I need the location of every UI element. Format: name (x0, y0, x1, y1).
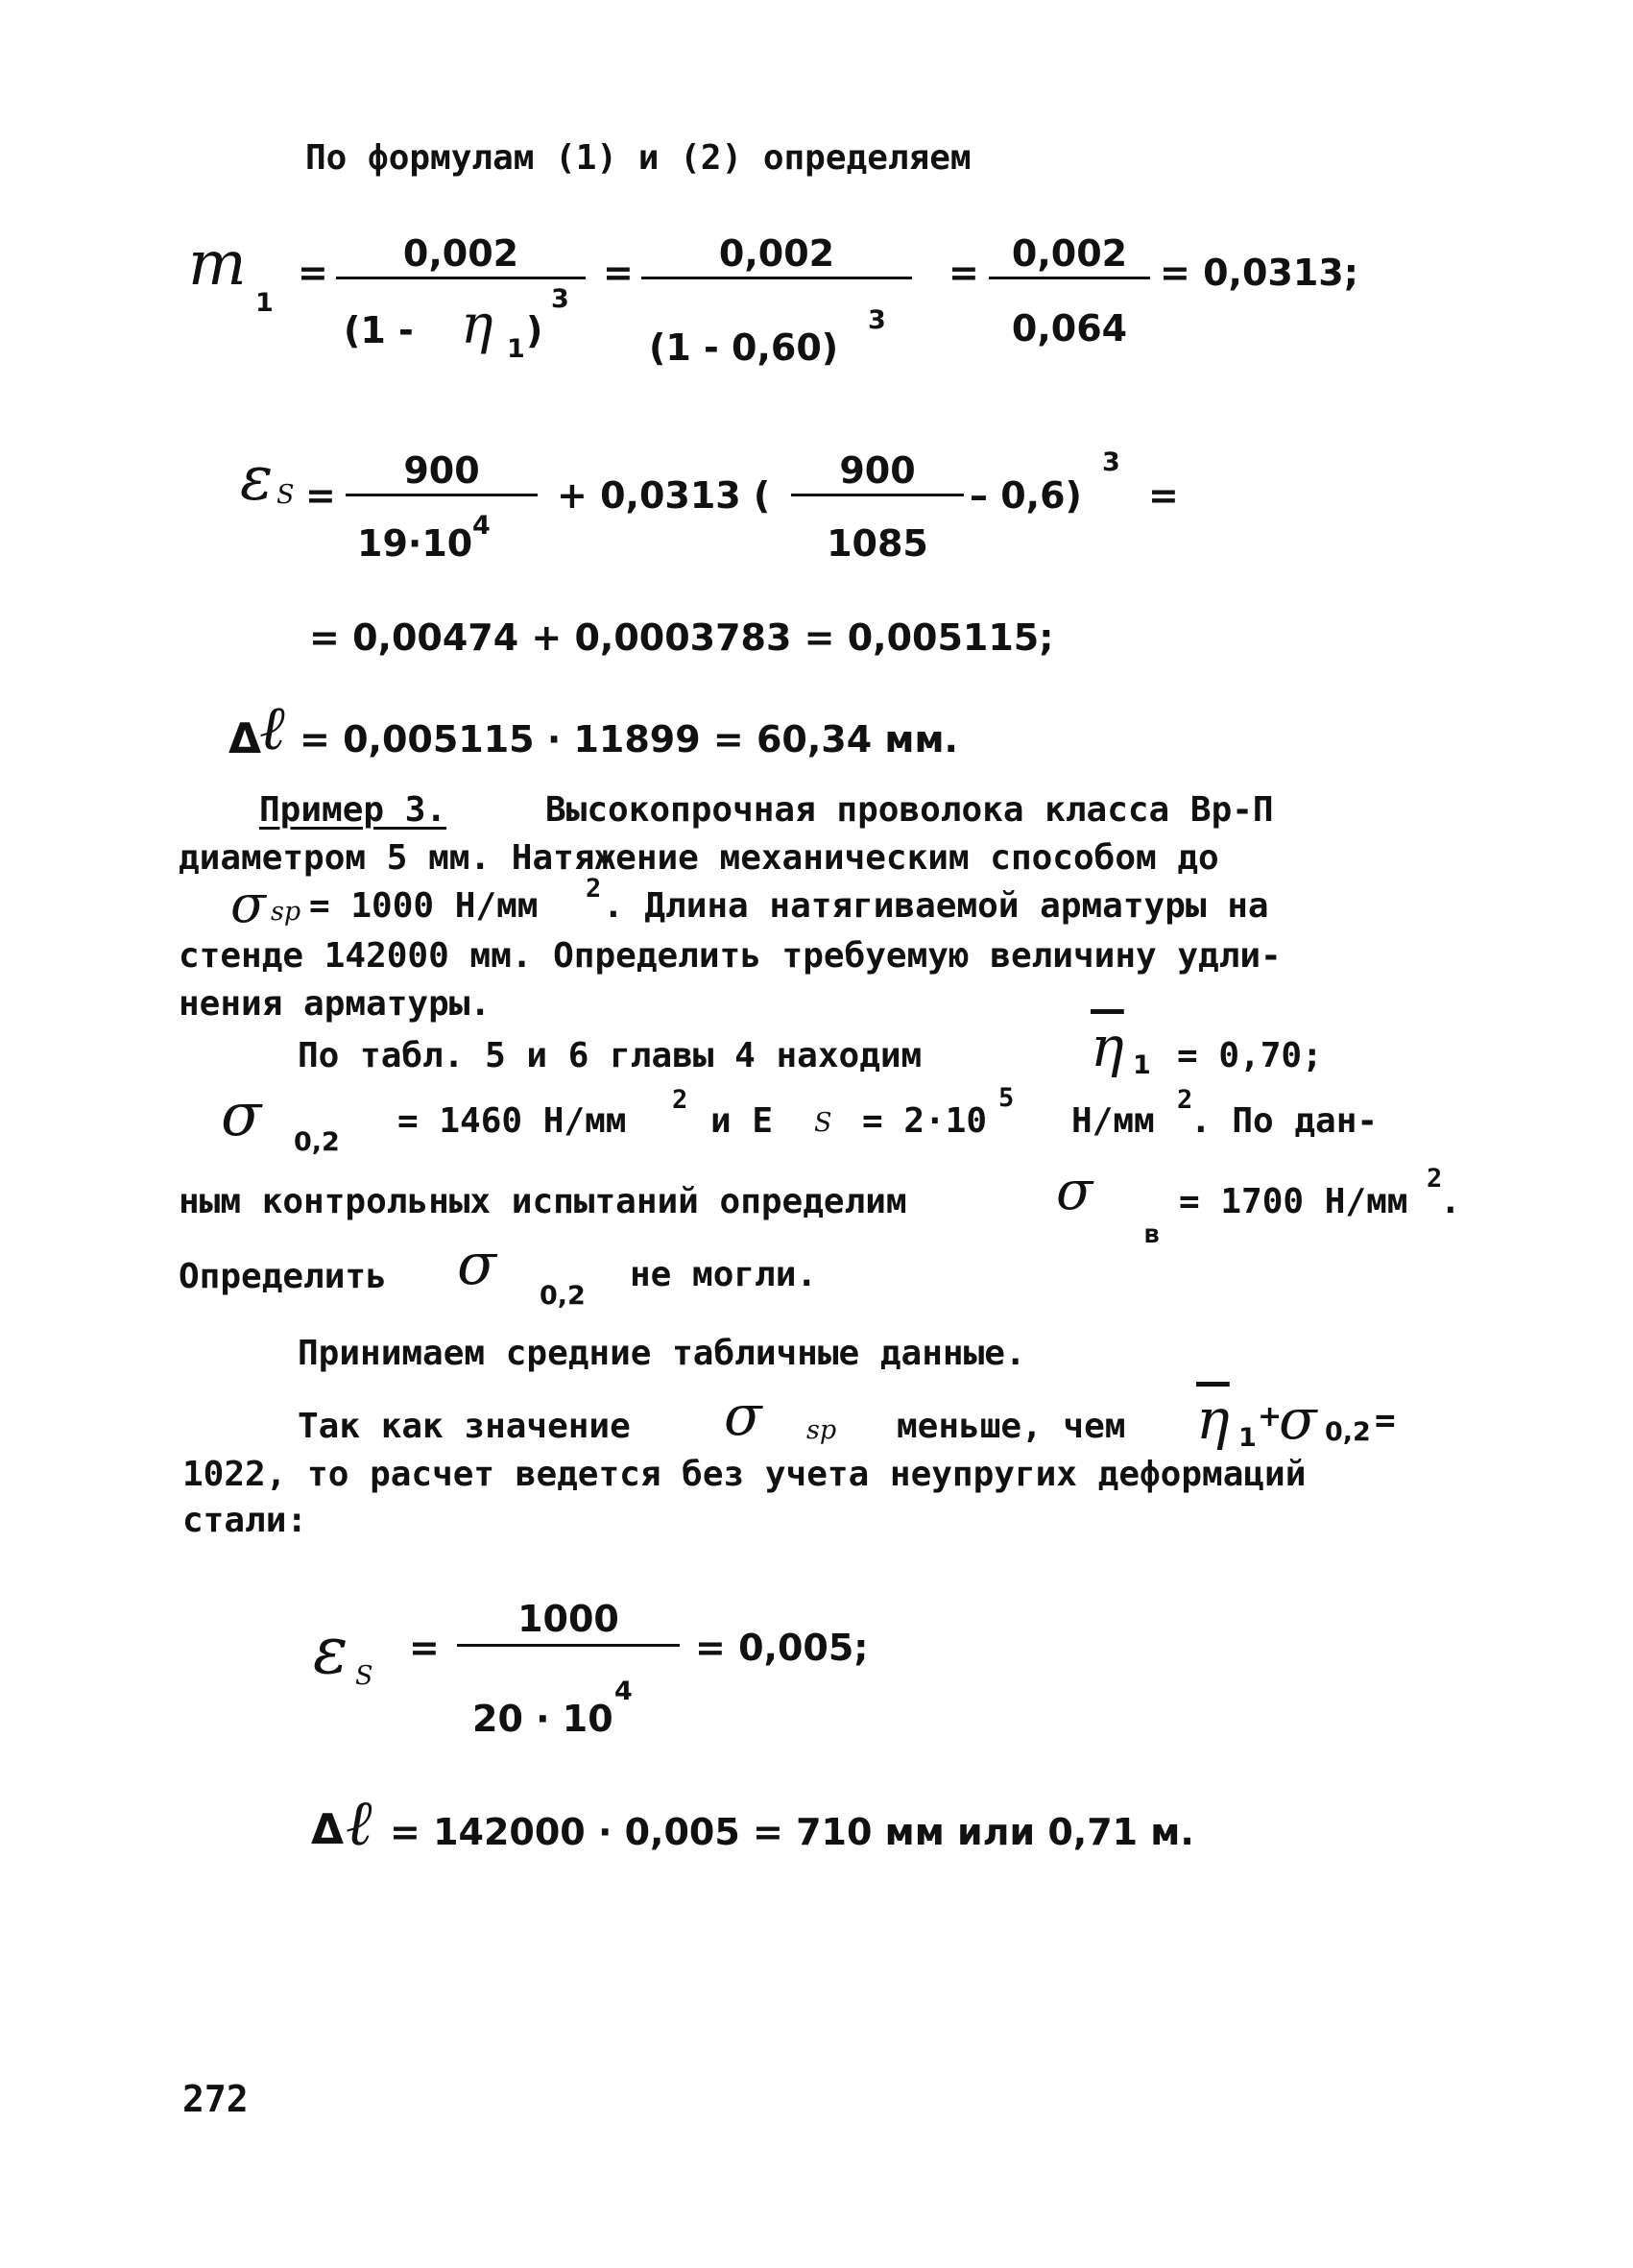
m1-frac1-num: 0,002 (402, 232, 519, 275)
m1-frac2-num: 0,002 (718, 232, 835, 275)
tables-s02-exp: 2 (672, 1085, 688, 1115)
es2-subscript: S (355, 1661, 373, 1691)
eta-symbol: $\overline{\eta}$ (1196, 1387, 1230, 1452)
tables-es-exp: 5 (998, 1083, 1015, 1113)
tables-es-sub: S (814, 1108, 832, 1138)
fraction-bar (791, 494, 964, 496)
m1-frac3-num: 0,002 (1011, 232, 1128, 275)
es1-frac2-den: 1085 (827, 522, 928, 565)
es1-frac1-den-exp: 4 (472, 511, 491, 541)
tables-line1: По табл. 5 и 6 главы 4 находим (298, 1036, 923, 1075)
fraction-bar (641, 277, 912, 279)
since-s-sub: 0,2 (1325, 1417, 1371, 1447)
fraction-bar (457, 1644, 680, 1647)
equals-sign: = (949, 252, 979, 294)
dl2-rhs: = 142000 · 0,005 = 710 мм или 0,71 м. (390, 1811, 1194, 1853)
tables-and: и Е (710, 1101, 774, 1141)
page-number: 272 (182, 2078, 249, 2120)
m1-frac1-den-close: ) (526, 309, 543, 351)
example-line2: диаметром 5 мм. Натяжение механическим способом до (179, 838, 1219, 878)
m1-subscript: 1 (255, 288, 274, 318)
since-eta-sub: 1 (1238, 1423, 1257, 1453)
equals-sign: = (305, 474, 336, 517)
fraction-bar (989, 277, 1150, 279)
example-line5: нения арматуры. (179, 984, 492, 1024)
since-line2: 1022, то расчет ведется без учета неупругих деформаций (182, 1455, 1307, 1494)
accept-text: Принимаем средние табличные данные. (298, 1334, 1026, 1373)
since-eq: = (1375, 1401, 1396, 1440)
es2-den-exp: 4 (614, 1677, 633, 1706)
tables-sb-val: = 1700 Н/мм (1179, 1182, 1408, 1221)
m1-symbol: m (188, 229, 247, 300)
es1-frac1-den: 19·10 (357, 522, 473, 565)
tables-es-unit: Н/мм (1071, 1101, 1155, 1141)
ell-symbol: ℓ (259, 693, 285, 764)
since-ssp-sub: sp (806, 1415, 837, 1445)
tables-sb-exp: 2 (1427, 1164, 1443, 1194)
example-line4: стенде 142000 мм. Определить требуемую величину удли- (179, 936, 1282, 976)
m1-frac1-den-sub: 1 (507, 334, 525, 364)
example-line3-rest: . Длина натягиваемой арматуры на (603, 886, 1269, 926)
tables-eta-sub: 1 (1133, 1050, 1151, 1080)
tables-line4b: не могли. (630, 1255, 818, 1294)
m1-frac2-den-exp: 3 (868, 305, 886, 335)
tables-es-val: = 2·10 (862, 1101, 988, 1141)
tables-sb-end: . (1440, 1182, 1461, 1221)
tables-es-unit-exp: 2 (1177, 1085, 1193, 1115)
es1-subscript: S (276, 480, 295, 510)
dl1-rhs: = 0,005115 · 11899 = 60,34 мм. (300, 718, 958, 760)
es1-mid: + 0,0313 ( (557, 474, 771, 517)
sigma-symbol: σ (1056, 1160, 1093, 1222)
es2-eq: = (409, 1627, 440, 1669)
es2-num: 1000 (517, 1598, 619, 1640)
sigma-sp-subscript: sp (271, 897, 301, 927)
m1-frac1-den: (1 - (344, 309, 414, 351)
equals-sign: = (298, 252, 328, 294)
example-line3-exp: 2 (586, 874, 602, 904)
m1-frac2-den: (1 - 0,60) (649, 326, 839, 369)
tables-sb-sub: в (1144, 1219, 1161, 1249)
es2-den: 20 · 10 (472, 1698, 613, 1740)
es1-tail-exp: 3 (1102, 447, 1120, 477)
m1-frac1-den-exp: 3 (551, 284, 569, 314)
sigma-symbol: σ (457, 1231, 496, 1298)
since-b: меньше, чем (897, 1407, 1126, 1446)
epsilon-symbol: ε (313, 1613, 348, 1689)
tables-s02-sub: 0,2 (294, 1127, 340, 1157)
es1-eq: = (1148, 474, 1179, 517)
sigma-symbol: σ (230, 874, 266, 934)
tables-line3: ным контрольных испытаний определим (179, 1182, 907, 1221)
example-line3: = 1000 Н/мм (309, 886, 539, 926)
example-line1: Высокопрочная проволока класса Вр-П (545, 790, 1274, 830)
since-a: Так как значение (298, 1407, 631, 1446)
es1-frac2-num: 900 (839, 449, 916, 492)
delta-symbol: Δ (311, 1805, 345, 1854)
es2-result: = 0,005; (695, 1627, 869, 1669)
m1-frac3-den: 0,064 (1011, 307, 1128, 350)
since-plus: + (1258, 1400, 1283, 1434)
since-line3: стали: (182, 1501, 308, 1540)
tables-s02-val: = 1460 Н/мм (397, 1101, 627, 1141)
sigma-symbol: σ (724, 1383, 762, 1448)
es1-continuation: = 0,00474 + 0,0003783 = 0,005115; (309, 616, 1054, 659)
es1-frac1-num: 900 (403, 449, 480, 492)
example-heading: Пример 3. (259, 790, 447, 830)
m1-result: = 0,0313; (1160, 252, 1358, 294)
fraction-bar (346, 494, 538, 496)
eta-symbol: η (461, 294, 493, 356)
ell-symbol: ℓ (346, 1786, 372, 1860)
delta-symbol: Δ (228, 714, 262, 763)
epsilon-symbol: ε (240, 444, 274, 515)
tables-eta-val: = 0,70; (1177, 1036, 1323, 1075)
sigma-symbol: σ (221, 1079, 262, 1149)
es1-tail: – 0,6) (970, 474, 1082, 517)
tables-es-rest: . По дан- (1190, 1101, 1379, 1141)
intro-text: По формулам (1) и (2) определяем (305, 138, 972, 178)
sigma-symbol: σ (1279, 1387, 1317, 1452)
tables-line4a: Определить (179, 1257, 387, 1296)
equals-sign: = (603, 252, 634, 294)
eta-symbol: $\overline{\eta}$ (1091, 1014, 1124, 1079)
tables-s02b-sub: 0,2 (540, 1281, 586, 1311)
fraction-bar (336, 277, 586, 279)
